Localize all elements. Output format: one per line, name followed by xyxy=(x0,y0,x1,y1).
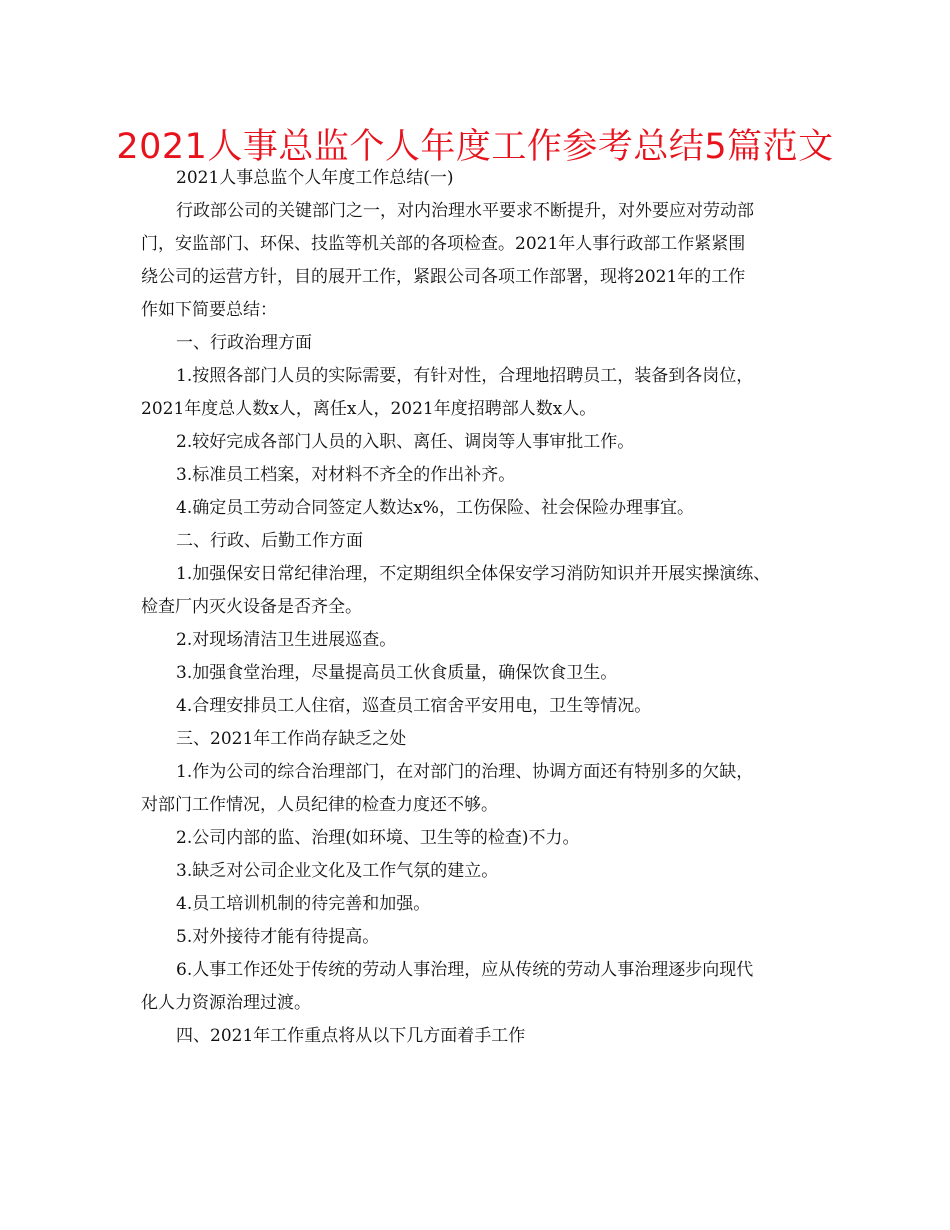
text-line: 检查厂内灭火设备是否齐全。 xyxy=(141,597,362,617)
text-line: 1.加强保安日常纪律治理，不定期组织全体保安学习消防知识并开展实操演练、 xyxy=(176,564,771,584)
document-body xyxy=(141,162,821,1053)
text-line: 4.员工培训机制的待完善和加强。 xyxy=(176,894,431,914)
text-line: 4.确定员工劳动合同签定人数达x%，工伤保险、社会保险办理事宜。 xyxy=(176,498,694,518)
text-line: 6.人事工作还处于传统的劳动人事治理，应从传统的劳动人事治理逐步向现代 xyxy=(176,960,754,980)
text-line: 1.按照各部门人员的实际需要，有针对性，合理地招聘员工，装备到各岗位， xyxy=(176,366,754,386)
text-line: 1.作为公司的综合治理部门，在对部门的治理、协调方面还有特别多的欠缺， xyxy=(176,762,754,782)
text-line: 绕公司的运营方针，目的展开工作，紧跟公司各项工作部署，现将2021年的工作 xyxy=(141,267,746,287)
text-line: 2.对现场清洁卫生进展巡查。 xyxy=(176,630,397,650)
text-line: 对部门工作情况，人员纪律的检查力度还不够。 xyxy=(141,795,498,815)
text-line: 3.标准员工档案，对材料不齐全的作出补齐。 xyxy=(176,465,516,485)
text-line: 三、2021年工作尚存缺乏之处 xyxy=(176,729,407,749)
text-line: 4.合理安排员工人住宿，巡查员工宿舍平安用电，卫生等情况。 xyxy=(176,696,652,716)
text-line: 2021年度总人数x人，离任x人，2021年度招聘部人数x人。 xyxy=(141,399,597,419)
text-line: 门，安监部门、环保、技监等机关部的各项检查。2021年人事行政部工作紧紧围 xyxy=(141,234,746,254)
text-line: 5.对外接待才能有待提高。 xyxy=(176,927,380,947)
text-line: 四、2021年工作重点将从以下几方面着手工作 xyxy=(176,1026,526,1046)
text-line: 行政部公司的关键部门之一，对内治理水平要求不断提升，对外要应对劳动部 xyxy=(176,201,754,221)
text-line: 一、行政治理方面 xyxy=(176,333,312,353)
text-line: 2.较好完成各部门人员的入职、离任、调岗等人事审批工作。 xyxy=(176,432,635,452)
text-line: 3.缺乏对公司企业文化及工作气氛的建立。 xyxy=(176,861,499,881)
text-line: 二、行政、后勤工作方面 xyxy=(176,531,363,551)
document-title: 2021人事总监个人年度工作参考总结5篇范文 xyxy=(116,127,834,167)
text-line: 化人力资源治理过渡。 xyxy=(141,993,311,1013)
text-line: 作如下简要总结： xyxy=(141,300,277,320)
text-line: 3.加强食堂治理，尽量提高员工伙食质量，确保饮食卫生。 xyxy=(176,663,618,683)
text-line: 2.公司内部的监、治理(如环境、卫生等的检查)不力。 xyxy=(176,828,580,848)
text-line: 2021人事总监个人年度工作总结(一) xyxy=(176,168,454,188)
